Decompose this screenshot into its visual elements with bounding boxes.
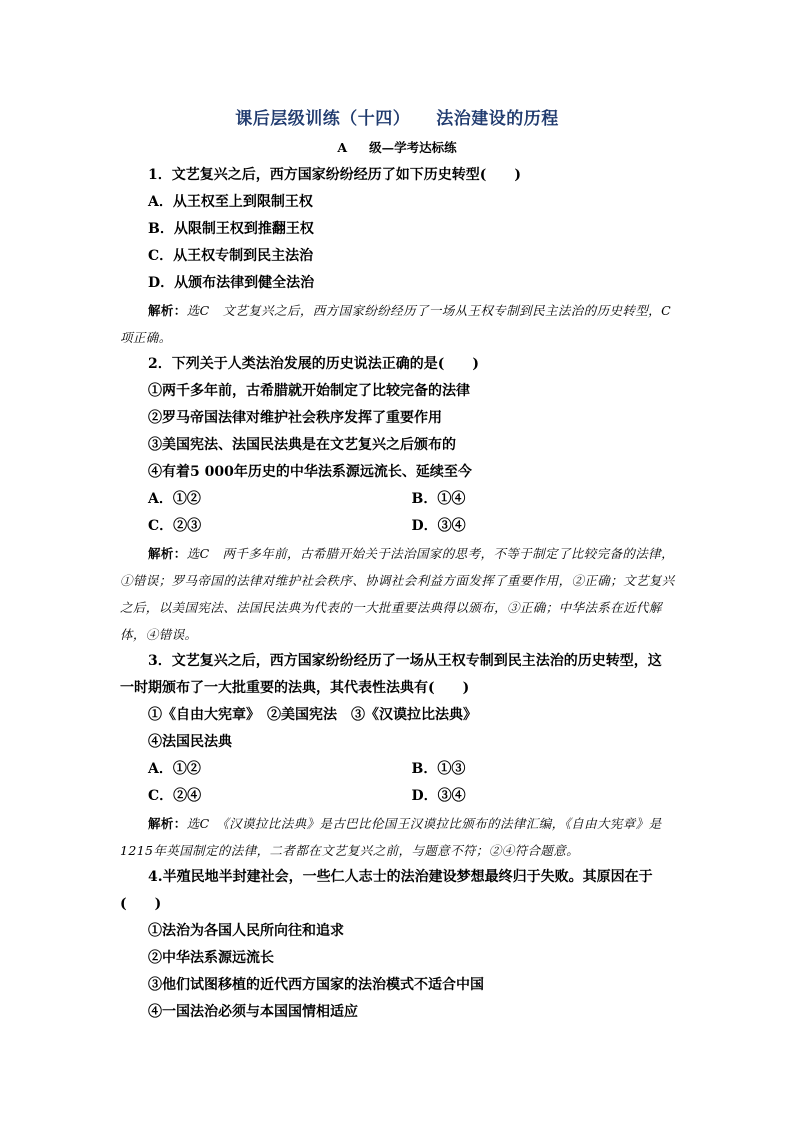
question-2-option-b: B．①④: [411, 491, 466, 507]
question-2-option-a: A．①②: [148, 491, 201, 507]
question-3-option-a: A．①②: [148, 761, 201, 777]
question-3-options-row-1: [120, 756, 675, 783]
question-2-stem: 2．下列关于人类法治发展的历史说法正确的是( ): [148, 356, 479, 372]
title-main: 课后层级训练（十四）: [235, 109, 411, 129]
question-1-analysis: [120, 297, 675, 351]
question-2-item-1: ①两千多年前，古希腊就开始制定了比较完备的法律: [148, 383, 470, 399]
analysis-label: 解析：: [148, 546, 187, 561]
question-1-option-b: B．从限制王权到推翻王权: [148, 221, 314, 237]
question-list: [120, 162, 675, 1026]
analysis-text: 选C 文艺复兴之后，西方国家纷纷经历了一场从王权专制到民主法治的历史转型，C项正确。: [120, 303, 672, 345]
question-1-stem: 1．文艺复兴之后，西方国家纷纷经历了如下历史转型( ): [148, 167, 521, 183]
analysis-label: 解析：: [148, 816, 187, 831]
analysis-text: 选C 《汉谟拉比法典》是古巴比伦国王汉谟拉比颁布的法律汇编，《自由大宪章》是1215年英国制定的法律，二者都在文艺复兴之前，与题意不符；②④符合题意。: [120, 816, 662, 858]
question-4-item-4: ④一国法治必须与本国国情相适应: [148, 1004, 358, 1020]
question-3-option-d: D．③④: [411, 788, 466, 804]
page-title: [0, 104, 794, 129]
question-3-item-1: ①《自由大宪章》 ②美国宪法 ③《汉谟拉比法典》: [148, 707, 477, 723]
section-name: 级—学考达标练: [369, 140, 457, 155]
question-2-options-row-2: [120, 513, 675, 540]
question-4-item-2: ②中华法系源远流长: [148, 950, 274, 966]
question-2-item-2: ②罗马帝国法律对维护社会秩序发挥了重要作用: [148, 410, 442, 426]
analysis-label: 解析：: [148, 303, 187, 318]
question-3-item-2: ④法国民法典: [148, 734, 232, 750]
question-4-item-1: ①法治为各国人民所向往和追求: [148, 923, 344, 939]
question-2-item-4: ④有着5 000年历史的中华法系源远流长、延续至今: [148, 464, 472, 480]
question-2-option-c: C．②③: [148, 518, 202, 534]
question-4-stem: 4.半殖民地半封建社会，一些仁人志士的法治建设梦想最终归于失败。其原因在于( ): [120, 869, 653, 912]
question-1-option-d: D．从颁布法律到健全法治: [148, 275, 315, 291]
question-2-options-row-1: [120, 486, 675, 513]
section-letter: A: [337, 140, 348, 155]
question-2-item-3: ③美国宪法、法国民法典是在文艺复兴之后颁布的: [148, 437, 456, 453]
section-heading: [0, 138, 794, 156]
question-4-item-3: ③他们试图移植的近代西方国家的法治模式不适合中国: [148, 977, 484, 993]
question-1-option-c: C．从王权专制到民主法治: [148, 248, 314, 264]
question-3-analysis: [120, 810, 675, 864]
question-3-options-row-2: [120, 783, 675, 810]
question-3-option-b: B．①③: [411, 761, 466, 777]
analysis-text: 选C 两千多年前，古希腊开始关于法治国家的思考，不等于制定了比较完备的法律，①错误；罗马帝国的法律对维护社会秩序、协调社会利益方面发挥了重要作用，②正确；文艺复兴之后，以美国宪法、法国民法典为代表的一大批重要法典得以颁布，③正确；中华法系在近代解体，④错误。: [120, 546, 675, 642]
question-3-option-c: C．②④: [148, 788, 202, 804]
question-2-analysis: [120, 540, 675, 648]
title-topic: 法治建设的历程: [436, 109, 559, 129]
question-2-option-d: D．③④: [411, 518, 466, 534]
question-1-option-a: A．从王权至上到限制王权: [148, 194, 313, 210]
question-3-stem: 3．文艺复兴之后，西方国家纷纷经历了一场从王权专制到民主法治的历史转型，这一时期颁布了一大批重要的法典，其代表性法典有( ): [120, 653, 662, 696]
